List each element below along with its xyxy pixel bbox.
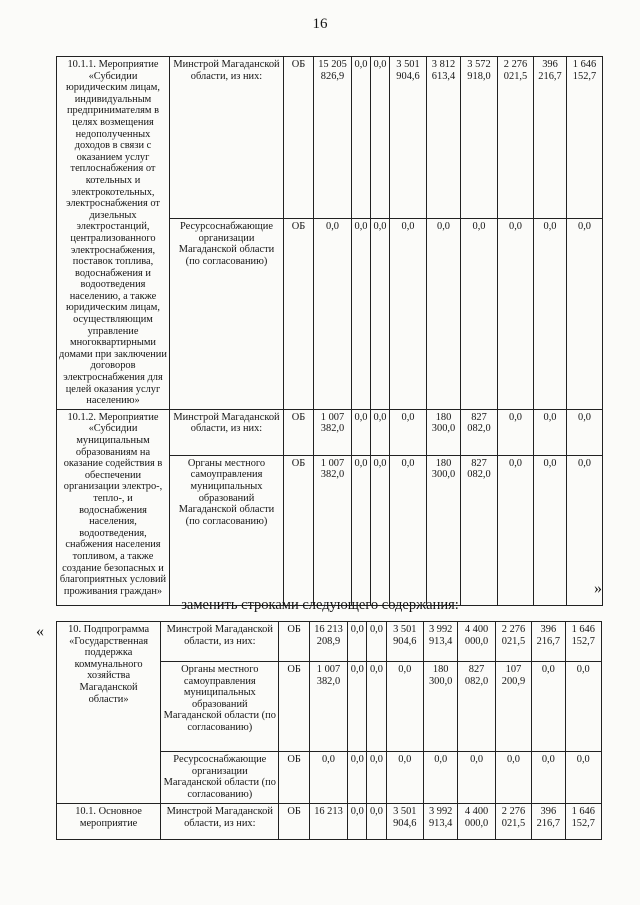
value-cell: 827 082,0 <box>461 455 498 605</box>
value-cell: 180 300,0 <box>424 662 458 752</box>
value-cell: 0,0 <box>532 752 565 804</box>
value-cell: 0,0 <box>567 219 603 410</box>
value-cell: 0,0 <box>367 662 386 752</box>
value-cell: 396 216,7 <box>532 804 565 840</box>
source-cell: ОБ <box>279 622 309 662</box>
value-cell: 1 646 152,7 <box>567 57 603 219</box>
value-cell: 0,0 <box>367 752 386 804</box>
value-cell: 0,0 <box>498 455 534 605</box>
value-cell: 827 082,0 <box>461 409 498 455</box>
value-cell: 0,0 <box>532 662 565 752</box>
source-cell: ОБ <box>284 455 314 605</box>
value-cell: 0,0 <box>348 752 367 804</box>
value-cell: 180 300,0 <box>427 455 461 605</box>
activity-name-cell: 10.1. Основное мероприятие <box>57 804 161 840</box>
value-cell: 16 213 208,9 <box>309 622 347 662</box>
table-row <box>57 804 602 840</box>
value-cell: 396 216,7 <box>532 622 565 662</box>
value-cell: 0,0 <box>498 409 534 455</box>
executor-cell: Минстрой Магаданской области, из них: <box>170 57 284 219</box>
value-cell: 0,0 <box>352 57 371 219</box>
value-cell: 15 205 826,9 <box>314 57 352 219</box>
value-cell: 1 007 382,0 <box>314 409 352 455</box>
table-row <box>57 57 603 219</box>
value-cell: 0,0 <box>458 752 495 804</box>
value-cell: 827 082,0 <box>458 662 495 752</box>
table-row <box>57 622 602 662</box>
value-cell: 0,0 <box>386 752 423 804</box>
executor-cell: Ресурсоснабжающие организации Магаданской области (по согласованию) <box>161 752 279 804</box>
value-cell: 0,0 <box>367 622 386 662</box>
source-cell: ОБ <box>279 804 309 840</box>
value-cell: 4 400 000,0 <box>458 804 495 840</box>
executor-cell: Органы местного самоуправления муниципальных образований Магаданской области (по согласованию) <box>161 662 279 752</box>
source-cell: ОБ <box>284 409 314 455</box>
value-cell: 0,0 <box>386 662 423 752</box>
replace-instruction: заменить строками следующего содержания: <box>181 597 459 613</box>
value-cell: 0,0 <box>367 804 386 840</box>
value-cell: 0,0 <box>567 409 603 455</box>
value-cell: 0,0 <box>427 219 461 410</box>
value-cell: 3 501 904,6 <box>386 622 423 662</box>
executor-cell: Органы местного самоуправления муниципальных образований Магаданской области (по согласованию) <box>170 455 284 605</box>
value-cell: 0,0 <box>565 752 601 804</box>
value-cell: 0,0 <box>352 219 371 410</box>
value-cell: 0,0 <box>371 57 390 219</box>
executor-cell: Минстрой Магаданской области, из них: <box>161 804 279 840</box>
value-cell: 0,0 <box>534 219 567 410</box>
value-cell: 0,0 <box>371 409 390 455</box>
value-cell: 0,0 <box>371 455 390 605</box>
executor-cell: Минстрой Магаданской области, из них: <box>161 622 279 662</box>
value-cell: 3 992 913,4 <box>424 622 458 662</box>
value-cell: 3 501 904,6 <box>386 804 423 840</box>
value-cell: 0,0 <box>495 752 531 804</box>
value-cell: 3 812 613,4 <box>427 57 461 219</box>
activity-name-cell: 10.1.1. Мероприятие «Субсидии юридическим лицам, индивидуальным предпринимателям в целях возмещения недополученных доходов в связи с оказанием услуг теплоснабжения от котельных и электрокотельных, электроснабжения от дизельных электростанций, централизованного электроснабжения, поставок топлива, водоснабжения и водоотведения населению, а также юридическим лицам, осуществляющим управление многоквартирными домами при заключении договоров электроснабжения для целей оказания услуг населению» <box>57 57 170 410</box>
value-cell: 3 501 904,6 <box>390 57 427 219</box>
value-cell: 180 300,0 <box>427 409 461 455</box>
value-cell: 2 276 021,5 <box>498 57 534 219</box>
opening-quote: « <box>36 623 44 640</box>
budget-table-old <box>56 56 603 606</box>
value-cell: 0,0 <box>567 455 603 605</box>
value-cell: 0,0 <box>534 455 567 605</box>
value-cell: 0,0 <box>314 219 352 410</box>
table-row <box>57 409 603 455</box>
closing-quote: » <box>594 580 602 597</box>
value-cell: 3 992 913,4 <box>424 804 458 840</box>
value-cell: 0,0 <box>309 752 347 804</box>
value-cell: 1 646 152,7 <box>565 622 601 662</box>
value-cell: 1 007 382,0 <box>309 662 347 752</box>
page-number: 16 <box>312 16 328 32</box>
source-cell: ОБ <box>284 57 314 219</box>
source-cell: ОБ <box>279 752 309 804</box>
value-cell: 0,0 <box>348 662 367 752</box>
value-cell: 107 200,9 <box>495 662 531 752</box>
value-cell: 16 213 <box>309 804 347 840</box>
value-cell: 0,0 <box>352 409 371 455</box>
value-cell: 2 276 021,5 <box>495 622 531 662</box>
value-cell: 0,0 <box>390 219 427 410</box>
value-cell: 0,0 <box>371 219 390 410</box>
value-cell: 0,0 <box>390 455 427 605</box>
value-cell: 3 572 918,0 <box>461 57 498 219</box>
value-cell: 1 646 152,7 <box>565 804 601 840</box>
value-cell: 0,0 <box>534 409 567 455</box>
value-cell: 0,0 <box>424 752 458 804</box>
value-cell: 0,0 <box>390 409 427 455</box>
source-cell: ОБ <box>284 219 314 410</box>
value-cell: 0,0 <box>348 622 367 662</box>
activity-name-cell: 10.1.2. Мероприятие «Субсидии муниципальным образованиям на оказание содействия в обеспечении организации электро-, тепло-, и водоснабжения населения, водоотведения, снабжения населения топливом, а также создание безопасных и благоприятных условий проживания граждан» <box>57 409 170 605</box>
budget-table-new <box>56 621 602 840</box>
program-name-cell: 10. Подпрограмма «Государственная поддержка коммунального хозяйства Магаданской области» <box>57 622 161 804</box>
value-cell: 0,0 <box>498 219 534 410</box>
value-cell: 4 400 000,0 <box>458 622 495 662</box>
value-cell: 0,0 <box>352 455 371 605</box>
executor-cell: Ресурсоснабжающие организации Магаданской области (по согласованию) <box>170 219 284 410</box>
value-cell: 1 007 382,0 <box>314 455 352 605</box>
value-cell: 396 216,7 <box>534 57 567 219</box>
value-cell: 2 276 021,5 <box>495 804 531 840</box>
value-cell: 0,0 <box>565 662 601 752</box>
executor-cell: Минстрой Магаданской области, из них: <box>170 409 284 455</box>
value-cell: 0,0 <box>348 804 367 840</box>
value-cell: 0,0 <box>461 219 498 410</box>
source-cell: ОБ <box>279 662 309 752</box>
